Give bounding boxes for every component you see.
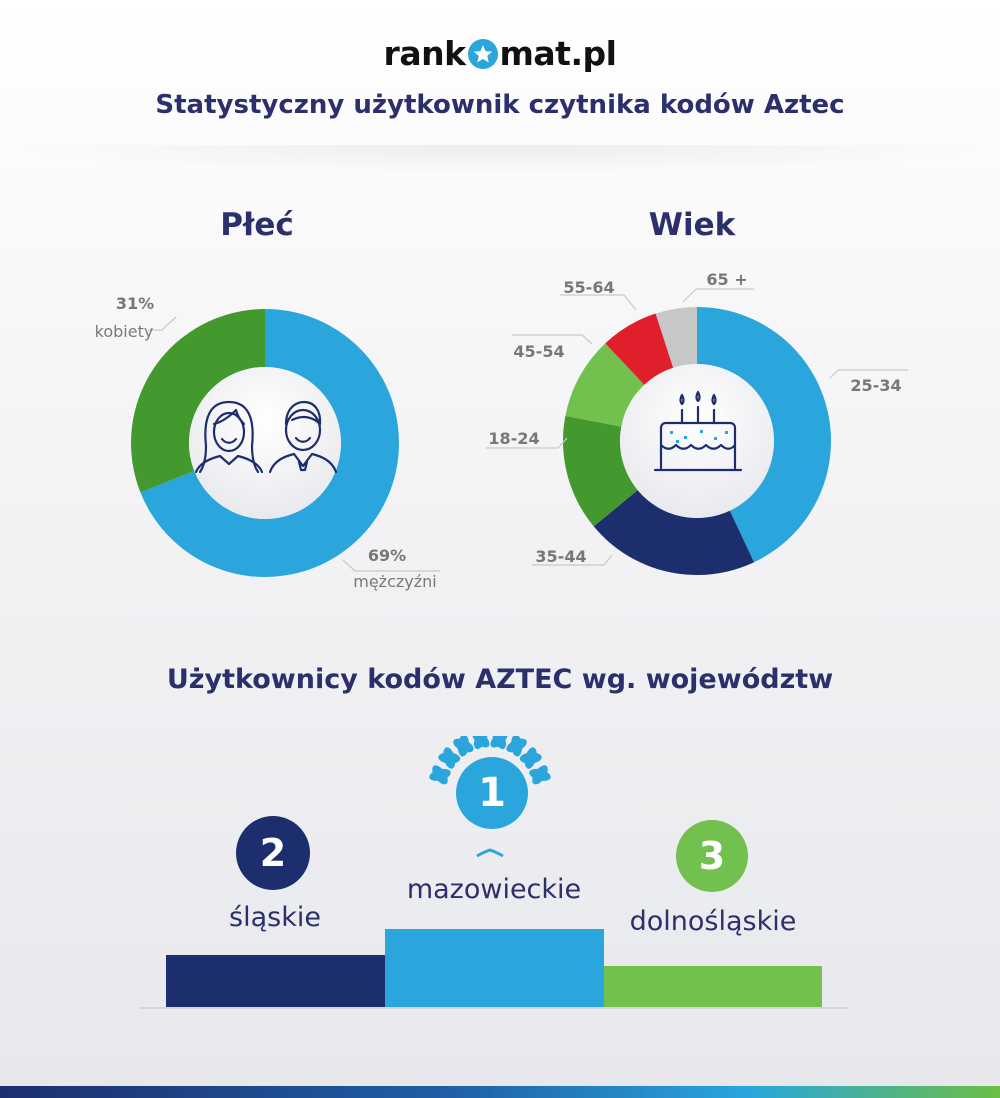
age-chart-title: Wiek (648, 207, 736, 243)
gender-mezczyzni-label: mężczyźni (353, 572, 437, 591)
gender-chart-title: Płeć (220, 207, 294, 243)
logo-text-right: mat.pl (499, 34, 617, 73)
gender-kobiety-label: kobiety (94, 322, 154, 341)
logo-text-left: rank (383, 34, 466, 73)
age-label-65-plus: 65 + (706, 270, 748, 289)
bottom-gradient-bar (0, 1086, 1000, 1098)
region-mazowieckie: mazowieckie (406, 874, 582, 905)
age-label-18-24: 18-24 (488, 429, 540, 448)
gender-kobiety-percent: 31% (115, 294, 155, 313)
age-label-45-54: 45-54 (513, 342, 565, 361)
podium-bar-1 (166, 955, 385, 1007)
gender-mezczyzni-percent: 69% (367, 546, 407, 565)
region-dolnoslaskie: dolnośląskie (629, 906, 797, 937)
podium-bar-2 (385, 929, 604, 1007)
age-label-35-44: 35-44 (535, 547, 587, 566)
age-label-25-34: 25-34 (850, 376, 902, 395)
regions-title: Użytkownicy kodów AZTEC wg. województw (166, 664, 834, 695)
rank-2-badge: 2 (236, 816, 310, 890)
age-label-55-64: 55-64 (563, 278, 615, 297)
rank-1-badge: 1 (456, 757, 528, 829)
podium-bar-3 (604, 966, 822, 1007)
rank-3-badge: 3 (676, 820, 748, 892)
region-slaskie: śląskie (229, 902, 321, 933)
page-title: Statystyczny użytkownik czytnika kodów Aztec (155, 90, 845, 120)
